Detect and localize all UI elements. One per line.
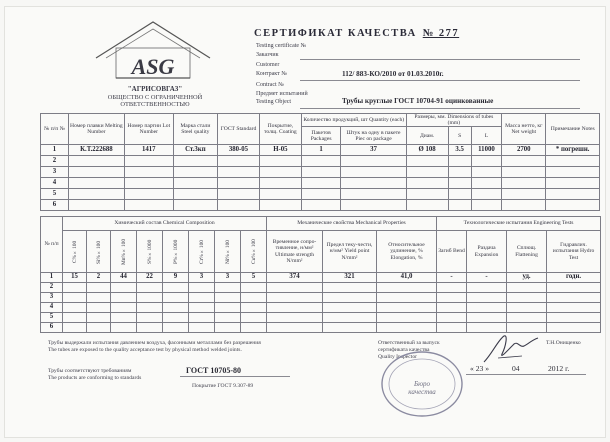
t2-cell-ni: 3 — [215, 273, 241, 283]
t2-header-flatten: Сплющ. Flattening — [507, 231, 547, 273]
signature — [478, 332, 544, 366]
t2-cell-elong — [377, 303, 437, 313]
t2-cell-hydro — [547, 283, 601, 293]
table-row — [41, 323, 601, 333]
t1-header-size: Размеры, мм. Dimensions of tubes (mm) — [406, 114, 502, 127]
t2-cell-yield — [323, 293, 377, 303]
t2-cell-tensile — [267, 323, 323, 333]
row-contract-ru: Контракт № 112/ 883-КО/2010 от 01.03.2010г. — [256, 70, 444, 78]
t1-cell-gost: 380-05 — [217, 145, 259, 156]
t1-cell-packs — [301, 200, 341, 211]
t1-cell-gost — [217, 156, 259, 167]
t2-cell-elong — [377, 293, 437, 303]
t2-cell-n: 2 — [41, 283, 63, 293]
t2-header-flare: Раздача Expansion — [467, 231, 507, 273]
t1-cell-melt — [68, 167, 124, 178]
table-row — [41, 303, 601, 313]
t2-cell-flatten — [507, 323, 547, 333]
t1-cell-gost — [217, 167, 259, 178]
t2-cell-cr — [189, 303, 215, 313]
t2-cell-cr — [189, 323, 215, 333]
table-row — [41, 145, 600, 156]
t2-header-yield: Предел теку-чести, н/мм² Yield point N/mm² — [323, 231, 377, 273]
t2-cell-flare — [467, 293, 507, 303]
org-line3: ОТВЕТСТВЕННОСТЬЮ — [120, 101, 190, 109]
t1-cell-n: 6 — [41, 200, 69, 211]
t1-cell-grade: Ст.3кп — [173, 145, 217, 156]
t1-cell-s — [448, 189, 471, 200]
t2-cell-flare — [467, 283, 507, 293]
t1-cell-notes: * погрешн. — [546, 145, 600, 156]
contract-underline — [300, 80, 580, 81]
t2-cell-cu: 5 — [241, 273, 267, 283]
t2-cell-bend — [437, 313, 467, 323]
t2-cell-flatten — [507, 293, 547, 303]
t2-cell-yield — [323, 283, 377, 293]
properties-table — [40, 216, 601, 333]
t2-cell-si — [87, 313, 111, 323]
table-row — [41, 167, 600, 178]
t2-col-cu: Cu%×100 — [241, 231, 267, 273]
stamp-text-2: качества — [408, 388, 436, 396]
t1-cell-notes — [546, 178, 600, 189]
t2-cell-ni — [215, 323, 241, 333]
t1-cell-lot — [124, 200, 173, 211]
t1-cell-pieces — [341, 178, 406, 189]
t2-cell-ni — [215, 313, 241, 323]
t1-cell-lot — [124, 178, 173, 189]
t2-cell-yield — [323, 323, 377, 333]
certificate-number: № 277 — [422, 28, 460, 39]
t2-cell-mn — [111, 293, 137, 303]
t2-cell-ni — [215, 283, 241, 293]
t2-cell-p — [163, 293, 189, 303]
row-customer-ru: Заказчик — [256, 52, 279, 58]
t1-cell-s — [448, 156, 471, 167]
responsible-line-2: сертификата качества — [378, 347, 430, 353]
gost-underline — [180, 376, 290, 377]
t1-cell-mass — [502, 167, 546, 178]
t1-cell-grade — [173, 189, 217, 200]
t1-cell-melt — [68, 200, 124, 211]
t2-cell-bend: - — [437, 273, 467, 283]
t1-cell-l — [471, 200, 501, 211]
stamp-text-1: Бюро — [413, 380, 431, 388]
t1-cell-mass — [502, 156, 546, 167]
t2-cell-mn — [111, 313, 137, 323]
t1-cell-d — [406, 167, 448, 178]
t2-col-c: C%×100 — [63, 231, 87, 273]
t1-cell-packs — [301, 178, 341, 189]
t1-header-grade: Марка стали Steel quality — [173, 114, 217, 145]
t2-cell-c: 15 — [63, 273, 87, 283]
row-customer-en: Customer — [256, 62, 280, 68]
table-row — [41, 273, 601, 283]
t2-cell-cu — [241, 323, 267, 333]
responsible-line-3: Quality Inspector — [378, 354, 417, 360]
logo-brand-text: ASG — [131, 54, 175, 79]
t2-cell-n: 1 — [41, 273, 63, 283]
t1-cell-coating — [259, 167, 301, 178]
t1-cell-grade — [173, 200, 217, 211]
certificate-title-text: СЕРТИФИКАТ КАЧЕСТВА — [254, 28, 417, 39]
contract-value: 112/ 883-КО/2010 от 01.03.2010г. — [342, 70, 444, 78]
date-day: « 23 » — [470, 364, 489, 373]
t2-cell-bend — [437, 293, 467, 303]
products-table — [40, 113, 600, 211]
organization-block — [60, 86, 250, 109]
t2-cell-si: 2 — [87, 273, 111, 283]
t2-cell-bend — [437, 283, 467, 293]
t2-cell-flare — [467, 313, 507, 323]
t1-cell-d — [406, 200, 448, 211]
table-row — [41, 178, 600, 189]
t2-cell-cu — [241, 303, 267, 313]
t1-cell-s — [448, 200, 471, 211]
t2-cell-elong — [377, 323, 437, 333]
t1-cell-packs — [301, 156, 341, 167]
table-row — [41, 313, 601, 323]
t1-header-lot: Номер партии Lot Number — [124, 114, 173, 145]
t2-cell-yield — [323, 303, 377, 313]
t2-header-num: № п/п — [41, 217, 63, 273]
t2-cell-yield: 321 — [323, 273, 377, 283]
t2-col-s: S%×1000 — [137, 231, 163, 273]
t2-cell-tensile — [267, 303, 323, 313]
stamp-text — [393, 380, 451, 396]
testing-object-value: Трубы круглые ГОСТ 10704-91 оцинкованные — [342, 97, 494, 105]
t1-cell-grade — [173, 156, 217, 167]
t2-cell-p — [163, 313, 189, 323]
t2-cell-s — [137, 293, 163, 303]
t2-cell-elong: 41,0 — [377, 273, 437, 283]
t1-cell-n: 4 — [41, 178, 69, 189]
customer-underline — [300, 59, 580, 60]
t1-cell-lot: 1417 — [124, 145, 173, 156]
date-underline — [466, 374, 586, 375]
t2-cell-bend — [437, 303, 467, 313]
t1-cell-d — [406, 156, 448, 167]
t1-cell-n: 3 — [41, 167, 69, 178]
t2-cell-flare — [467, 303, 507, 313]
t2-cell-s — [137, 323, 163, 333]
t1-cell-l: 11000 — [471, 145, 501, 156]
t2-cell-flatten — [507, 303, 547, 313]
t2-header-chem: Химический состав Chemical Composition — [63, 217, 267, 231]
company-logo — [92, 18, 214, 88]
t1-cell-coating — [259, 189, 301, 200]
org-name: "АГРИСОВГАЗ" — [127, 85, 183, 93]
t2-header-bend: Загиб Bend — [437, 231, 467, 273]
t1-cell-s — [448, 167, 471, 178]
footer-coating: Покрытие ГОСТ 9.307-89 — [192, 383, 254, 389]
t1-cell-notes — [546, 156, 600, 167]
t2-cell-cr — [189, 293, 215, 303]
t1-cell-mass — [502, 178, 546, 189]
org-line2: ОБЩЕСТВО С ОГРАНИЧЕННОЙ — [107, 93, 203, 101]
t2-cell-si — [87, 283, 111, 293]
row-object-ru: Предмет испытаний — [256, 91, 308, 97]
t2-cell-n: 3 — [41, 293, 63, 303]
t2-cell-mn — [111, 283, 137, 293]
t1-cell-pieces — [341, 189, 406, 200]
t1-cell-l — [471, 156, 501, 167]
t2-cell-elong — [377, 313, 437, 323]
t2-cell-n: 4 — [41, 303, 63, 313]
t2-cell-flare: - — [467, 273, 507, 283]
t2-cell-s — [137, 313, 163, 323]
t1-header-size-s: S — [448, 127, 471, 145]
t2-cell-hydro — [547, 293, 601, 303]
table-row — [41, 293, 601, 303]
t1-header-num: № п/п № — [41, 114, 69, 145]
t2-cell-tensile: 374 — [267, 273, 323, 283]
table-row — [41, 200, 600, 211]
t2-col-si: Si%×100 — [87, 231, 111, 273]
t2-cell-c — [63, 293, 87, 303]
responsible-line-1: Ответственный за выпуск — [378, 340, 440, 346]
t1-cell-coating — [259, 200, 301, 211]
t1-cell-mass — [502, 200, 546, 211]
t2-cell-cr: 3 — [189, 273, 215, 283]
date-month: 04 — [512, 364, 520, 373]
t1-cell-d: Ø 108 — [406, 145, 448, 156]
t1-header-notes: Примечание Notes — [546, 114, 600, 145]
t2-cell-mn — [111, 323, 137, 333]
t2-header-mech: Механические свойства Mechanical Properties — [267, 217, 437, 231]
t1-cell-coating — [259, 178, 301, 189]
t1-cell-s: 3.5 — [448, 145, 471, 156]
t1-header-melt: Номер плавки Melting Number — [68, 114, 124, 145]
t2-cell-n: 6 — [41, 323, 63, 333]
t1-cell-pieces — [341, 200, 406, 211]
t1-header-gost: ГОСТ Standard — [217, 114, 259, 145]
t1-cell-lot — [124, 167, 173, 178]
t1-cell-d — [406, 189, 448, 200]
t1-cell-n: 5 — [41, 189, 69, 200]
t2-cell-si — [87, 303, 111, 313]
t2-cell-cr — [189, 283, 215, 293]
footer-note-2: The tubes are exposed to the quality acceptance test by physical method welded joints. — [48, 347, 242, 353]
t1-header-qty-pieces: Штук на одну в пакете Piec on package — [341, 127, 406, 145]
t2-header-tech: Технологические испытания Engineering Tests — [437, 217, 601, 231]
t1-cell-packs — [301, 189, 341, 200]
table-row — [41, 189, 600, 200]
t1-cell-notes — [546, 167, 600, 178]
t1-cell-l — [471, 167, 501, 178]
t1-cell-melt — [68, 156, 124, 167]
t1-cell-lot — [124, 189, 173, 200]
t2-cell-cr — [189, 313, 215, 323]
row-object-en: Testing Object Трубы круглые ГОСТ 10704-91 оцинкованные — [256, 97, 494, 105]
t1-cell-coating: Н-05 — [259, 145, 301, 156]
t1-cell-packs: 1 — [301, 145, 341, 156]
t2-cell-flatten: уд. — [507, 273, 547, 283]
footer-note-1: Трубы выдержали испытания давлением воздуха, фасонными металлами без разрешения — [48, 340, 261, 346]
t2-cell-s — [137, 303, 163, 313]
t2-cell-cu — [241, 293, 267, 303]
t2-cell-mn: 44 — [111, 273, 137, 283]
t2-cell-hydro: годн. — [547, 273, 601, 283]
t2-col-cr: Cr%×100 — [189, 231, 215, 273]
t1-cell-n: 1 — [41, 145, 69, 156]
t1-cell-l — [471, 178, 501, 189]
t1-header-mass: Масса нетто, кг Net weight — [502, 114, 546, 145]
t2-cell-tensile — [267, 293, 323, 303]
t1-cell-pieces — [341, 156, 406, 167]
t2-cell-flatten — [507, 313, 547, 323]
t1-cell-grade — [173, 178, 217, 189]
t2-cell-si — [87, 293, 111, 303]
t2-cell-p — [163, 303, 189, 313]
t1-cell-l — [471, 189, 501, 200]
certificate-title — [254, 28, 459, 39]
t1-header-qty-pack: Пакетов Packages — [301, 127, 341, 145]
t2-cell-bend — [437, 323, 467, 333]
footer-note-4: The products are conforming to standards — [48, 375, 142, 381]
t1-header-size-l: L — [471, 127, 501, 145]
t2-cell-s: 22 — [137, 273, 163, 283]
t2-cell-ni — [215, 303, 241, 313]
table-row — [41, 156, 600, 167]
t1-cell-gost — [217, 189, 259, 200]
t1-cell-melt: К.Т.222688 — [68, 145, 124, 156]
t2-cell-hydro — [547, 323, 601, 333]
t2-cell-flatten — [507, 283, 547, 293]
t1-cell-notes — [546, 189, 600, 200]
t1-cell-melt — [68, 178, 124, 189]
t1-header-qty: Количество продукций, шт Quantity (each) — [301, 114, 406, 127]
t2-col-ni: Ni%×100 — [215, 231, 241, 273]
date-year: 2012 г. — [548, 364, 570, 373]
t2-header-hydro: Гидравлич. испытания Hydro Test — [547, 231, 601, 273]
t1-cell-pieces — [341, 167, 406, 178]
t1-cell-coating — [259, 156, 301, 167]
signer-name: Т.Н.Онищенко — [546, 340, 581, 346]
t1-cell-pieces: 37 — [341, 145, 406, 156]
row-testing-certificate: Testing certificate № — [256, 43, 307, 49]
t1-cell-n: 2 — [41, 156, 69, 167]
t2-cell-n: 5 — [41, 313, 63, 323]
t1-cell-gost — [217, 200, 259, 211]
t1-cell-mass: 2700 — [502, 145, 546, 156]
t1-cell-lot — [124, 156, 173, 167]
t2-cell-hydro — [547, 313, 601, 323]
t2-cell-cu — [241, 283, 267, 293]
t2-cell-ni — [215, 293, 241, 303]
footer-note-3: Трубы соответствуют требованиям — [48, 368, 132, 374]
object-underline — [300, 108, 580, 109]
footer-gost: ГОСТ 10705-80 — [186, 366, 241, 375]
t1-cell-gost — [217, 178, 259, 189]
table-row — [41, 283, 601, 293]
t1-cell-packs — [301, 167, 341, 178]
t2-cell-tensile — [267, 283, 323, 293]
t2-col-mn: Mn%×100 — [111, 231, 137, 273]
t1-header-size-d: Диам. — [406, 127, 448, 145]
t2-cell-mn — [111, 303, 137, 313]
t2-col-p: P%×1000 — [163, 231, 189, 273]
row-contract-en: Contract № — [256, 82, 284, 88]
t2-cell-p: 9 — [163, 273, 189, 283]
t1-cell-s — [448, 178, 471, 189]
t2-cell-si — [87, 323, 111, 333]
t2-cell-c — [63, 303, 87, 313]
t2-cell-p — [163, 323, 189, 333]
t2-cell-c — [63, 313, 87, 323]
t2-header-tensile: Временное сопро-тивление, н/мм² Ultimate strength N/mm² — [267, 231, 323, 273]
t2-cell-s — [137, 283, 163, 293]
t1-cell-grade — [173, 167, 217, 178]
t1-cell-melt — [68, 189, 124, 200]
t1-cell-mass — [502, 189, 546, 200]
t2-cell-elong — [377, 283, 437, 293]
t1-cell-notes — [546, 200, 600, 211]
t1-cell-d — [406, 178, 448, 189]
t2-cell-p — [163, 283, 189, 293]
t2-cell-cu — [241, 313, 267, 323]
t2-cell-hydro — [547, 303, 601, 313]
t1-header-coating: Покрытие, толщ. Coating — [259, 114, 301, 145]
t2-header-elong: Относительное удлинение, % Elongation, % — [377, 231, 437, 273]
t2-cell-yield — [323, 313, 377, 323]
t2-cell-c — [63, 323, 87, 333]
t2-cell-tensile — [267, 313, 323, 323]
t2-cell-c — [63, 283, 87, 293]
t2-cell-flare — [467, 323, 507, 333]
